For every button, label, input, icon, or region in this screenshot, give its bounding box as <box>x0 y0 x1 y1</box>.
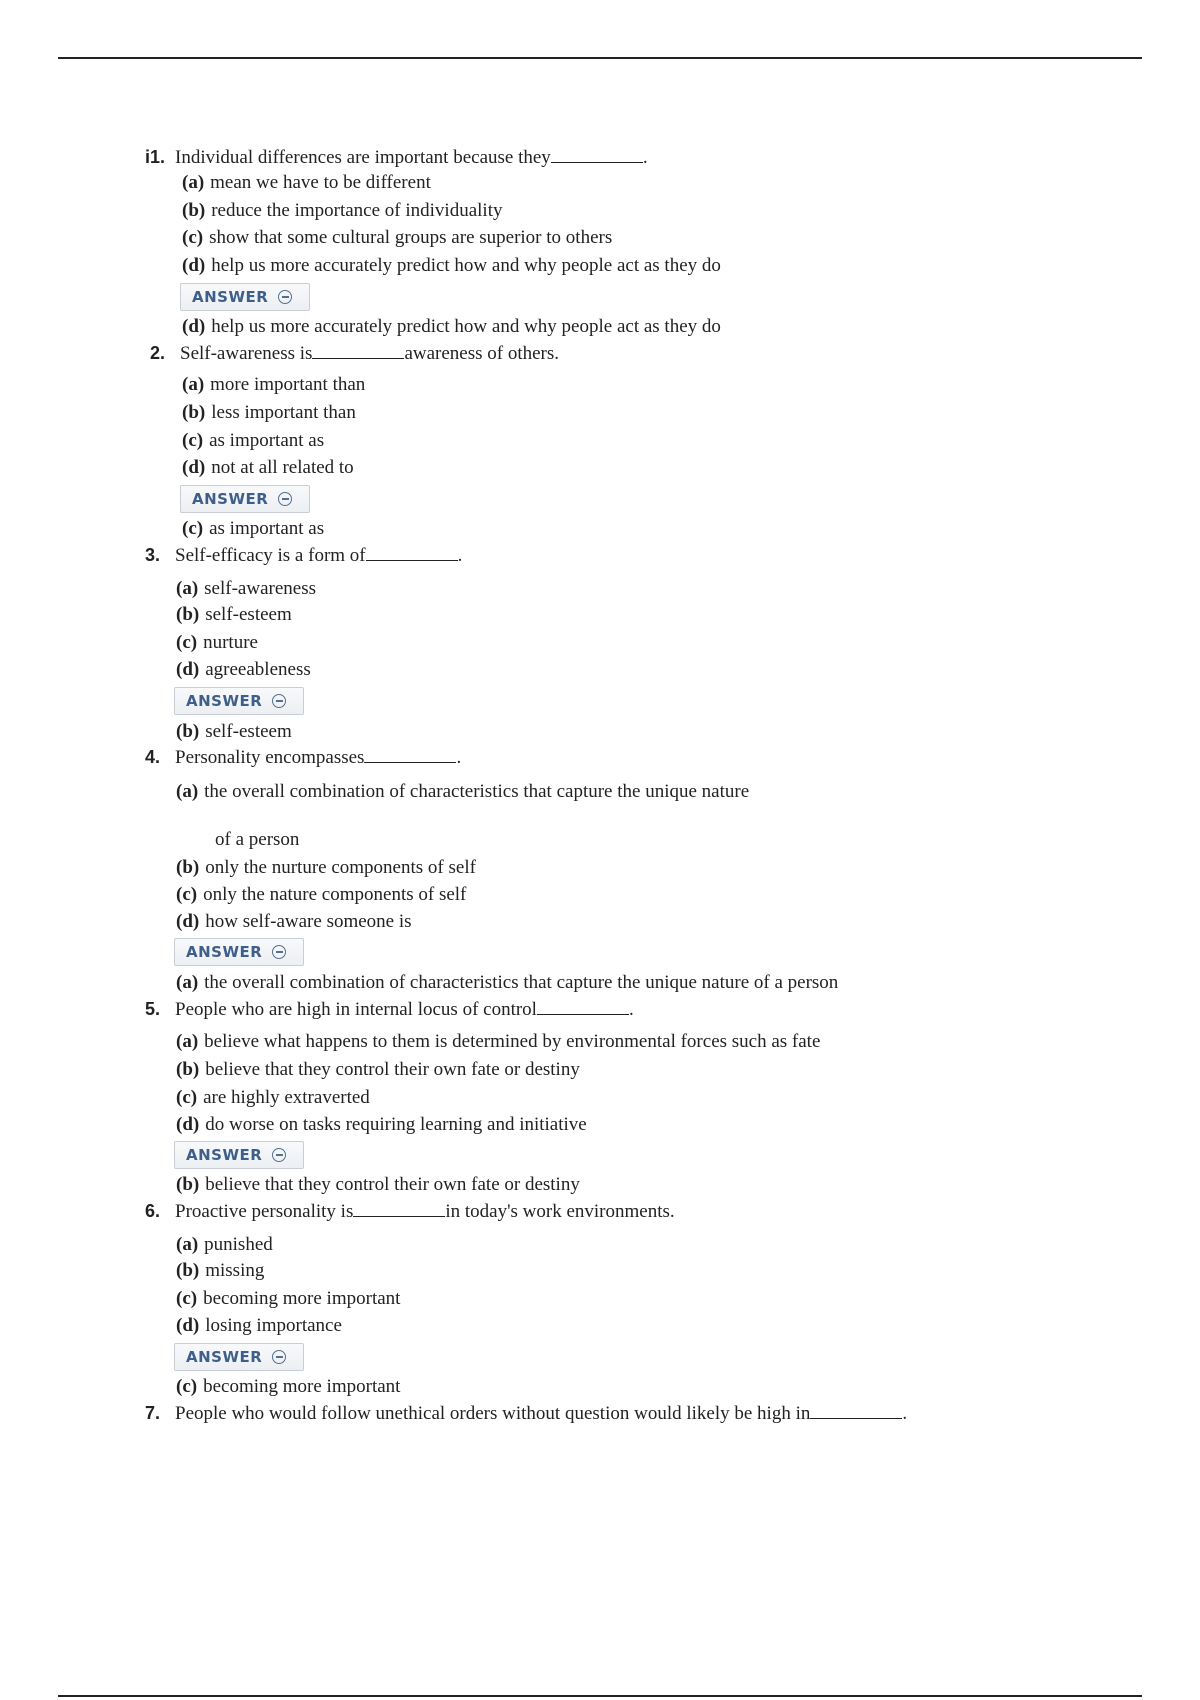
option-d <box>176 910 412 934</box>
stem-text-after: . <box>642 147 648 168</box>
answer-text <box>176 1375 400 1399</box>
answer-label: (a) <box>176 972 199 993</box>
option-label: (a) <box>176 1234 199 1255</box>
collapse-circle-icon <box>278 492 292 506</box>
question-number: i1. <box>145 147 166 167</box>
option-label: (a) <box>176 781 199 802</box>
question-number: 7. <box>145 1403 161 1423</box>
option-b <box>176 856 476 880</box>
option-text: help us more accurately predict how and why people act as they do <box>211 255 721 276</box>
option-label: (d) <box>182 457 206 478</box>
answer-text <box>176 720 292 744</box>
option-label: (b) <box>182 402 206 423</box>
answer-value: help us more accurately predict how and why people act as they do <box>211 316 721 337</box>
option-d <box>182 456 354 480</box>
option-c <box>176 883 466 907</box>
question-stem <box>145 145 648 170</box>
option-c <box>176 631 258 655</box>
answer-blank <box>364 745 456 763</box>
option-b <box>182 199 502 223</box>
option-d <box>176 658 311 682</box>
option-label: (c) <box>182 430 204 451</box>
option-text: as important as <box>209 430 325 451</box>
question-stem <box>145 1199 675 1224</box>
option-label: (b) <box>182 200 206 221</box>
answer-label: (b) <box>176 1174 200 1195</box>
option-label: (b) <box>176 604 200 625</box>
option-b <box>176 603 292 627</box>
question-number: 3. <box>145 545 161 565</box>
stem-text-after: . <box>457 545 463 566</box>
bottom-rule <box>58 1695 1142 1697</box>
option-label: (a) <box>176 1031 199 1052</box>
answer-button-label: ANSWER <box>186 692 263 710</box>
option-label: (c) <box>176 884 198 905</box>
option-label: (b) <box>176 857 200 878</box>
answer-toggle-button[interactable] <box>180 485 310 513</box>
answer-text <box>176 1173 580 1197</box>
answer-value: as important as <box>209 518 325 539</box>
option-a <box>176 577 316 601</box>
option-text: missing <box>205 1260 265 1281</box>
option-label: (d) <box>176 911 200 932</box>
answer-toggle-button[interactable] <box>180 283 310 311</box>
answer-blank <box>537 997 629 1015</box>
option-c <box>176 1287 400 1311</box>
option-label: (c) <box>182 227 204 248</box>
question-number: 5. <box>145 999 161 1019</box>
answer-text <box>176 971 838 995</box>
answer-label: (c) <box>182 518 204 539</box>
stem-text-after: . <box>628 999 634 1020</box>
option-text: only the nature components of self <box>203 884 467 905</box>
question-stem <box>145 543 462 568</box>
answer-button-label: ANSWER <box>192 288 269 306</box>
stem-text: Self-awareness is <box>180 343 313 364</box>
collapse-circle-icon <box>278 290 292 304</box>
option-text: less important than <box>211 402 356 423</box>
option-label: (b) <box>176 1260 200 1281</box>
answer-button-label: ANSWER <box>186 1146 263 1164</box>
option-label: (b) <box>176 1059 200 1080</box>
answer-label: (b) <box>176 721 200 742</box>
question-stem <box>145 745 461 770</box>
answer-text <box>182 517 324 541</box>
option-text: how self-aware someone is <box>205 911 412 932</box>
option-a-continuation <box>215 828 299 852</box>
answer-label: (c) <box>176 1376 198 1397</box>
answer-button-label: ANSWER <box>192 490 269 508</box>
stem-text: People who are high in internal locus of control <box>175 999 537 1020</box>
stem-text-after: . <box>456 747 462 768</box>
option-label: (d) <box>182 255 206 276</box>
answer-toggle-button[interactable] <box>174 938 304 966</box>
answer-blank <box>810 1401 902 1419</box>
option-c <box>182 226 612 250</box>
option-c <box>182 429 324 453</box>
option-b <box>176 1259 264 1283</box>
option-b <box>182 401 356 425</box>
option-text: do worse on tasks requiring learning and initiative <box>205 1114 587 1135</box>
question-stem <box>145 1401 907 1426</box>
answer-value: the overall combination of characteristics that capture the unique nature of a person <box>204 972 839 993</box>
top-rule <box>58 57 1142 59</box>
option-text: more important than <box>210 374 366 395</box>
answer-toggle-button[interactable] <box>174 1141 304 1169</box>
answer-label: (d) <box>182 316 206 337</box>
option-text: believe that they control their own fate or destiny <box>205 1059 580 1080</box>
option-c <box>176 1086 370 1110</box>
option-a <box>182 171 431 195</box>
answer-toggle-button[interactable] <box>174 1343 304 1371</box>
option-text: mean we have to be different <box>210 172 431 193</box>
answer-button-label: ANSWER <box>186 1348 263 1366</box>
question-stem <box>145 997 634 1022</box>
option-label: (c) <box>176 1288 198 1309</box>
option-a <box>176 780 749 804</box>
option-text: self-esteem <box>205 604 292 625</box>
option-d <box>182 254 721 278</box>
question-stem <box>150 341 559 366</box>
answer-toggle-button[interactable] <box>174 687 304 715</box>
option-d <box>176 1113 587 1137</box>
collapse-circle-icon <box>272 945 286 959</box>
stem-text: Individual differences are important because they <box>175 147 551 168</box>
option-text: believe what happens to them is determined by environmental forces such as fate <box>204 1031 821 1052</box>
option-label: (c) <box>176 632 198 653</box>
option-text: punished <box>204 1234 273 1255</box>
stem-text: Proactive personality is <box>175 1201 354 1222</box>
option-text: agreeableness <box>205 659 311 680</box>
option-text: losing importance <box>205 1315 342 1336</box>
option-label: (a) <box>182 172 205 193</box>
option-text: reduce the importance of individuality <box>211 200 503 221</box>
option-text: are highly extraverted <box>203 1087 370 1108</box>
option-label: (d) <box>176 659 200 680</box>
option-text: show that some cultural groups are superior to others <box>209 227 613 248</box>
answer-blank <box>551 145 643 163</box>
question-number: 6. <box>145 1201 161 1221</box>
option-text: self-awareness <box>204 578 316 599</box>
option-text: not at all related to <box>211 457 354 478</box>
collapse-circle-icon <box>272 1148 286 1162</box>
answer-blank <box>366 543 458 561</box>
answer-text <box>182 315 721 339</box>
option-label: (d) <box>176 1114 200 1135</box>
option-a <box>182 373 365 397</box>
option-label: (c) <box>176 1087 198 1108</box>
answer-value: believe that they control their own fate or destiny <box>205 1174 580 1195</box>
stem-text: Self-efficacy is a form of <box>175 545 366 566</box>
collapse-circle-icon <box>272 1350 286 1364</box>
option-text: only the nurture components of self <box>205 857 476 878</box>
option-a <box>176 1233 273 1257</box>
question-number: 2. <box>150 343 166 363</box>
stem-text-after: awareness of others. <box>404 343 560 364</box>
option-d <box>176 1314 342 1338</box>
option-text: of a person <box>215 829 300 850</box>
answer-value: becoming more important <box>203 1376 401 1397</box>
option-label: (a) <box>176 578 199 599</box>
answer-blank <box>353 1199 445 1217</box>
stem-text: People who would follow unethical orders without question would likely be high in <box>175 1403 811 1424</box>
option-a <box>176 1030 820 1054</box>
option-label: (a) <box>182 374 205 395</box>
collapse-circle-icon <box>272 694 286 708</box>
stem-text-after: in today's work environments. <box>445 1201 675 1222</box>
stem-text-after: . <box>902 1403 908 1424</box>
stem-text: Personality encompasses <box>175 747 365 768</box>
answer-button-label: ANSWER <box>186 943 263 961</box>
option-b <box>176 1058 580 1082</box>
answer-value: self-esteem <box>205 721 292 742</box>
option-label: (d) <box>176 1315 200 1336</box>
option-text: the overall combination of characteristics that capture the unique nature <box>204 781 750 802</box>
question-number: 4. <box>145 747 161 767</box>
option-text: nurture <box>203 632 258 653</box>
answer-blank <box>312 341 404 359</box>
option-text: becoming more important <box>203 1288 401 1309</box>
